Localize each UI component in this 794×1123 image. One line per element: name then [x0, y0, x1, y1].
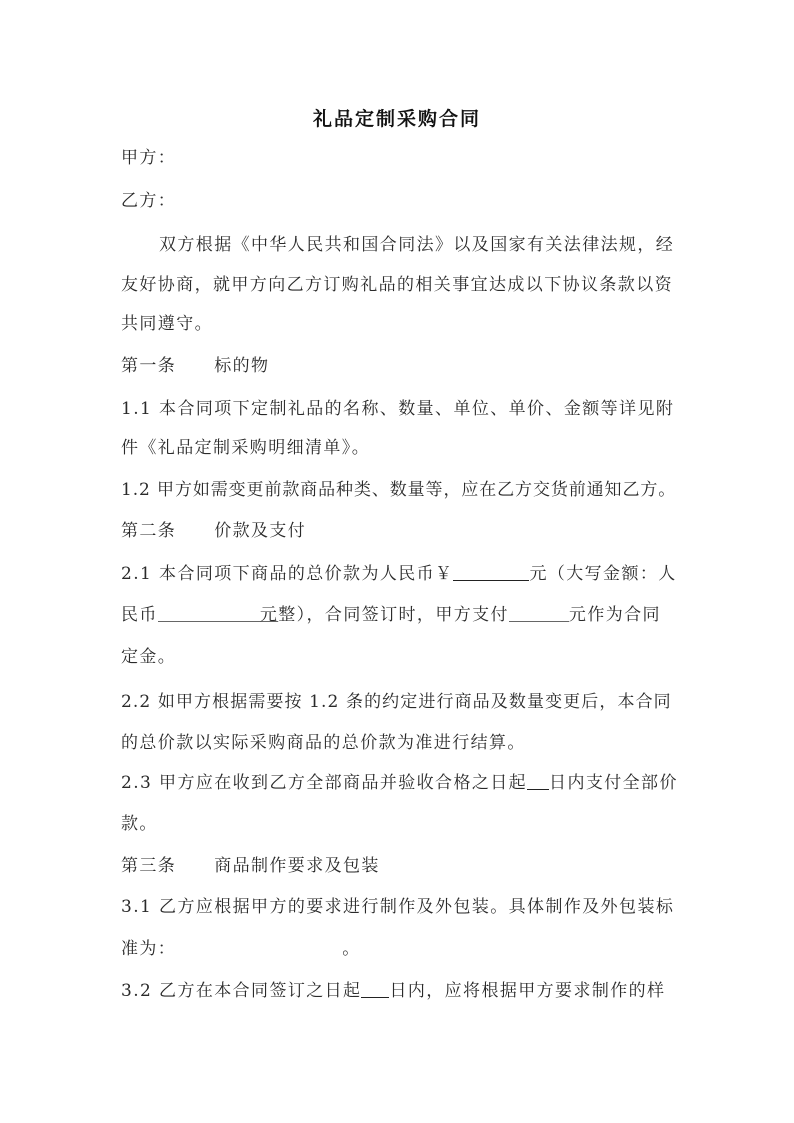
clause-2-1-line-2 [121, 603, 681, 627]
party-b-label: 乙方： [121, 191, 177, 211]
clause-3-1-text-a: 准为： [121, 939, 177, 959]
clause-3-1-line-1: 3.1 乙方应根据甲方的要求进行制作及外包装。具体制作及外包装标 [121, 897, 675, 917]
clause-2-3-text-a: 2.3 甲方应在收到乙方全部商品并验收合格之日起 [121, 773, 528, 793]
clause-2-3-text-b: 日内支付全部价 [549, 773, 678, 793]
preamble-line-1: 双方根据《中华人民共和国合同法》以及国家有关法律法规，经 [159, 235, 675, 255]
clause-2-1-text-f: 元作为合同 [568, 605, 661, 625]
clause-1-1-line-1: 1.1 本合同项下定制礼品的名称、数量、单位、单价、金额等详见附 [121, 399, 675, 419]
clause-3-2-text-a: 3.2 乙方在本合同签订之日起 [121, 981, 362, 1001]
article-2-number: 第二条 [121, 521, 177, 541]
article-1-title: 标的物 [214, 356, 270, 376]
clause-3-1-line-2 [121, 937, 681, 961]
clause-2-2-line-2: 的总价款以实际采购商品的总价款为准进行结算。 [121, 733, 526, 753]
article-3-title: 商品制作要求及包装 [214, 856, 380, 876]
preamble-line-3: 共同遵守。 [121, 314, 213, 334]
clause-3-2-line-1 [121, 979, 681, 1003]
clause-2-2-line-1: 2.2 如甲方根据需要按 1.2 条的约定进行商品及数量变更后，本合同 [121, 692, 672, 712]
clause-2-1-text-c: 民币 [121, 605, 158, 625]
article-3-heading [121, 854, 681, 878]
clause-1-1-line-2: 件《礼品定制采购明细清单》。 [121, 438, 371, 458]
clause-2-3-line-2: 款。 [121, 814, 158, 834]
clause-3-1-text-b: 。 [342, 939, 361, 959]
article-3-number: 第三条 [121, 856, 177, 876]
clause-2-3-line-1 [121, 771, 681, 795]
clause-2-1-text-b: 元（大写金额：人 [529, 564, 677, 584]
clause-2-1-line-3: 定金。 [121, 647, 177, 667]
document-title: 礼品定制采购合同 [312, 108, 481, 130]
clause-2-1-text-e: 整），合同签订时，甲方支付 [278, 605, 509, 625]
payment-days-blank[interactable] [527, 771, 549, 790]
clause-2-1-yuan-underlined: 元 [259, 605, 279, 625]
clause-3-2-text-b: 日内，应将根据甲方要求制作的样 [389, 981, 666, 1001]
total-price-amount-blank[interactable] [453, 562, 529, 581]
preamble-line-2: 友好协商，就甲方向乙方订购礼品的相关事宜达成以下协议条款以资 [121, 275, 673, 295]
sample-days-blank[interactable] [361, 979, 389, 998]
clause-2-1-text-a: 2.1 本合同项下商品的总价款为人民币￥ [121, 564, 454, 584]
deposit-amount-blank[interactable] [509, 603, 569, 622]
article-2-title: 价款及支付 [214, 521, 307, 541]
article-2-heading [121, 519, 681, 543]
party-a-label: 甲方： [121, 148, 177, 168]
article-1-heading [121, 354, 681, 378]
clause-1-2: 1.2 甲方如需变更前款商品种类、数量等，应在乙方交货前通知乙方。 [121, 480, 677, 500]
clause-2-1-line-1 [121, 562, 681, 586]
total-price-words-blank[interactable] [158, 603, 260, 622]
article-1-number: 第一条 [121, 356, 177, 376]
